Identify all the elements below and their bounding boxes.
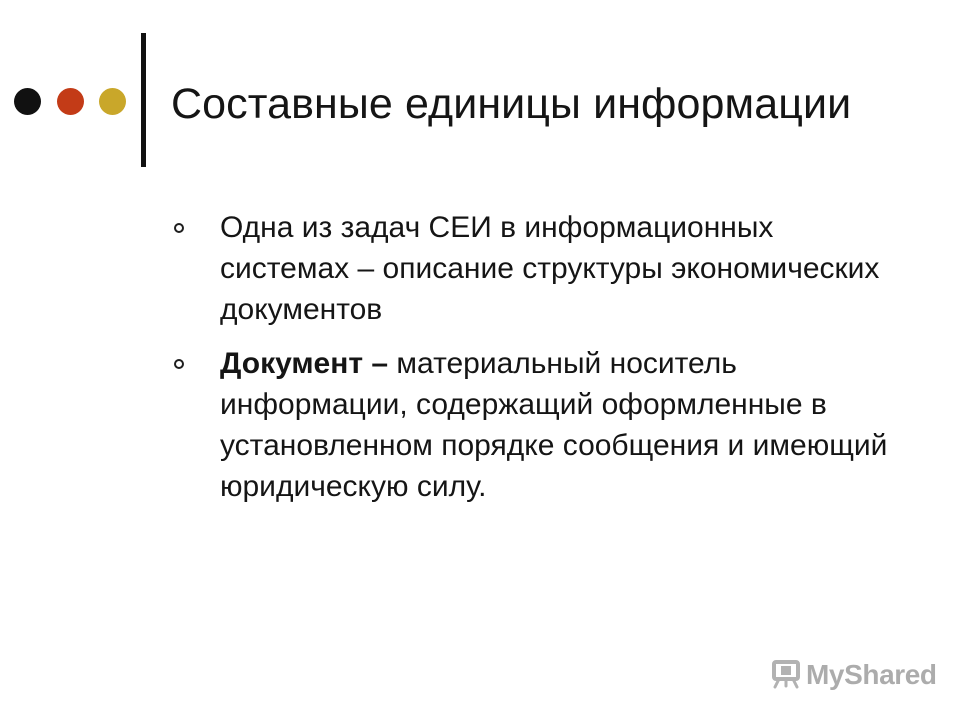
bullet-ring-icon [174,223,184,233]
document-term: Документ – [220,347,389,380]
bullet-list [171,207,901,520]
bullet-ring-icon [174,359,184,369]
bullet-text: Одна из задач СЕИ в информационных системах – описание структуры экономических документов [220,211,880,326]
slide-title: Составные единицы информации [171,80,852,128]
title-divider [141,33,146,167]
bullet-item [171,207,901,330]
myshared-watermark [769,658,935,694]
bullet-item [171,343,901,507]
presentation-board-icon [769,659,803,689]
black-dot-icon [14,88,41,115]
gold-dot-icon [99,88,126,115]
decorative-dots [14,88,134,116]
bullet-text: материальный носитель информации, содержащий оформленные в установленном порядке сообщения и имеющий юридическую силу. [220,347,888,503]
red-dot-icon [57,88,84,115]
watermark-text: MyShared [806,659,937,690]
